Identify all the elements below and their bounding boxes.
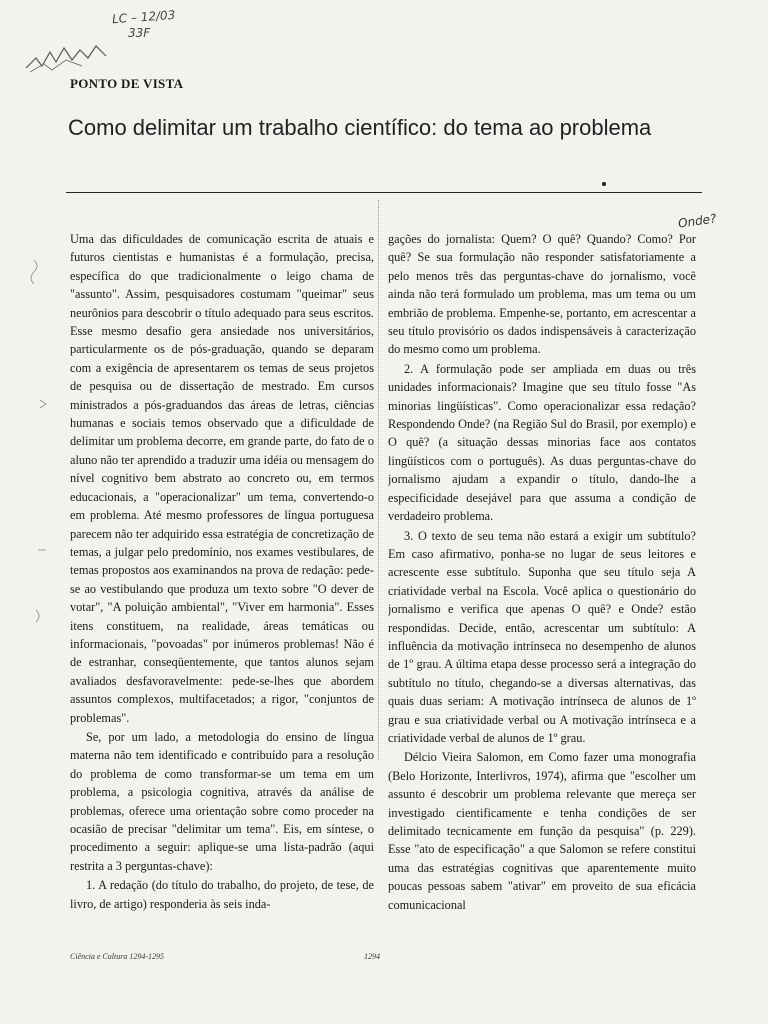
paragraph: Se, por um lado, a metodologia do ensino de língua materna não tem identificado e contribuído para a resolução do problema de como transformar-se um tema em um problema, a psicologia cognitiva, através da análise de problemas, oferece uma orientação sobre como proceder na ocasião de precisar "delimitar um tema". Eis, em síntese, o procedimento a seguir: aplique-se uma lista-padrão (aqui restrita a 3 perguntas-chave): <box>70 729 374 873</box>
footer-journal: Ciência e Cultura 1294-1295 <box>70 952 164 961</box>
handwritten-margin-note: Onde? <box>677 211 718 231</box>
handwritten-code: 33F <box>128 26 151 40</box>
paragraph: 3. O texto de seu tema não estará a exigir um subtítulo? Em caso afirmativo, ponha-se no lugar de seus leitores e acrescente esse subtítulo. Suponha que seu título seja A criatividade verbal na Escola. Você aplica o questionário do jornalismo e verifica que apenas O quê? e Onde? estão respondidas. Decide, então, acrescentar um subtítulo: A influência da motivação intrínseca no desempenho de alunos de 1º grau. A última etapa desse processo será a integração do subtítulo no título, chegando-se a diversas alternativas, das quais duas seriam: A motivação intrínseca de alunos de 1º grau e sua criatividade verbal ou A motivação intrínseca e a criatividade verbal de alunos de 1º grau. <box>388 528 696 745</box>
paragraph: gações do jornalista: Quem? O quê? Quando? Como? Por quê? Se sua formulação não responder satisfatoriamente a pelo menos três das perguntas-chave do jornalismo, você ainda não terá formulado um problema, mas um tema ou um embrião de problema. Empenhe-se, portanto, em acrescentar a seu título provisório os dados indispensáveis à caracterização do mesmo como um problema. <box>388 232 696 357</box>
handwritten-note-top: LC – 12/03 <box>111 7 176 27</box>
title-divider <box>66 192 702 193</box>
paragraph: Uma das dificuldades de comunicação escrita de atuais e futuros cientistas e humanistas é a formulação, precisa, específica do que tradicionalmente o leigo chama de "assunto". Assim, pesquisadores costumam "queimar" seus neurônios para descobrir o título adequado para seus escritos. Esse mesmo desafio gera ansiedade nos universitários, particularmente os de pós-graduação, quando se deparam com a exigência de apresentarem os temas de seus projetos de pesquisa ou de dissertação de mestrado. Em cursos ministrados a pós-graduandos das áreas de letras, ciências humanas e sociais temos observado que a dificuldade de delimitar um problema decorre, em grande parte, do fato de o aluno não ter aprendido a traduzir uma idéia ou mensagem do nível cognitivo bem abstrato ao concreto ou, em termos educacionais, a "operacionalizar" um tema, convertendo-o em problema. Até mesmo professores de língua portuguesa parecem não ter adquirido essa estratégia de concretização de temas, a julgar pelo predomínio, nos exames vestibulares, de temas propostos aos examinandos na prova de redação: pede-se ao vestibulando que produza um texto sobre "O dever de votar", "A poluição ambiental", "Viver em harmonia". Esses itens constituem, na realidade, áreas temáticas ou informacionais, "povoadas" por inúmeros problemas! Não é de estranhar, conseqüentemente, que tantos alunos sejam avaliados desfavoravelmente: pede-se-lhes que abordem assuntos complexos, multifacetados; a rigor, "conjuntos de problemas". <box>70 232 374 725</box>
margin-marks-icon <box>26 250 56 670</box>
page-number: 1294 <box>364 952 380 961</box>
right-column <box>388 230 696 950</box>
paragraph: 2. A formulação pode ser ampliada em duas ou três unidades informacionais? Imagine que seu título fosse "As minorias lingüísticas". Como operacionalizar essa redação? Respondendo Onde? (na Região Sul do Brasil, por exemplo) e O quê? (a situação dessas minorias face aos contatos lingüísticos com o português). As duas perguntas-chave do jornalismo ajudam a expandir o título, dando-lhe a especificidade desejável para que assuma a condição de verdadeiro problema. <box>388 361 696 524</box>
section-label: PONTO DE VISTA <box>70 76 184 91</box>
left-column <box>70 230 374 950</box>
ink-dot <box>602 182 606 186</box>
article-title: Como delimitar um trabalho científico: do tema ao problema <box>68 115 652 140</box>
paragraph: Délcio Vieira Salomon, em Como fazer uma monografia (Belo Horizonte, Interlivros, 1974), afirma que "escolher um assunto é descobrir um problema relevante que mereça ser investigado cientificamente e tenha condições de ser delimitado tecnicamente em função da pesquisa" (p. 229). Esse "ato de especificação" a que Salomon se refere constitui uma das estratégias cognitivas que aparentemente muito poucas pessoas sabem "ativar" em proveito de sua eficácia comunicacional <box>388 750 696 912</box>
scribble-mark-icon <box>22 38 112 78</box>
column-divider-marks <box>378 200 385 760</box>
paragraph: 1. A redação (do título do trabalho, do projeto, de tese, de livro, de artigo) responderia às seis inda- <box>70 878 374 911</box>
